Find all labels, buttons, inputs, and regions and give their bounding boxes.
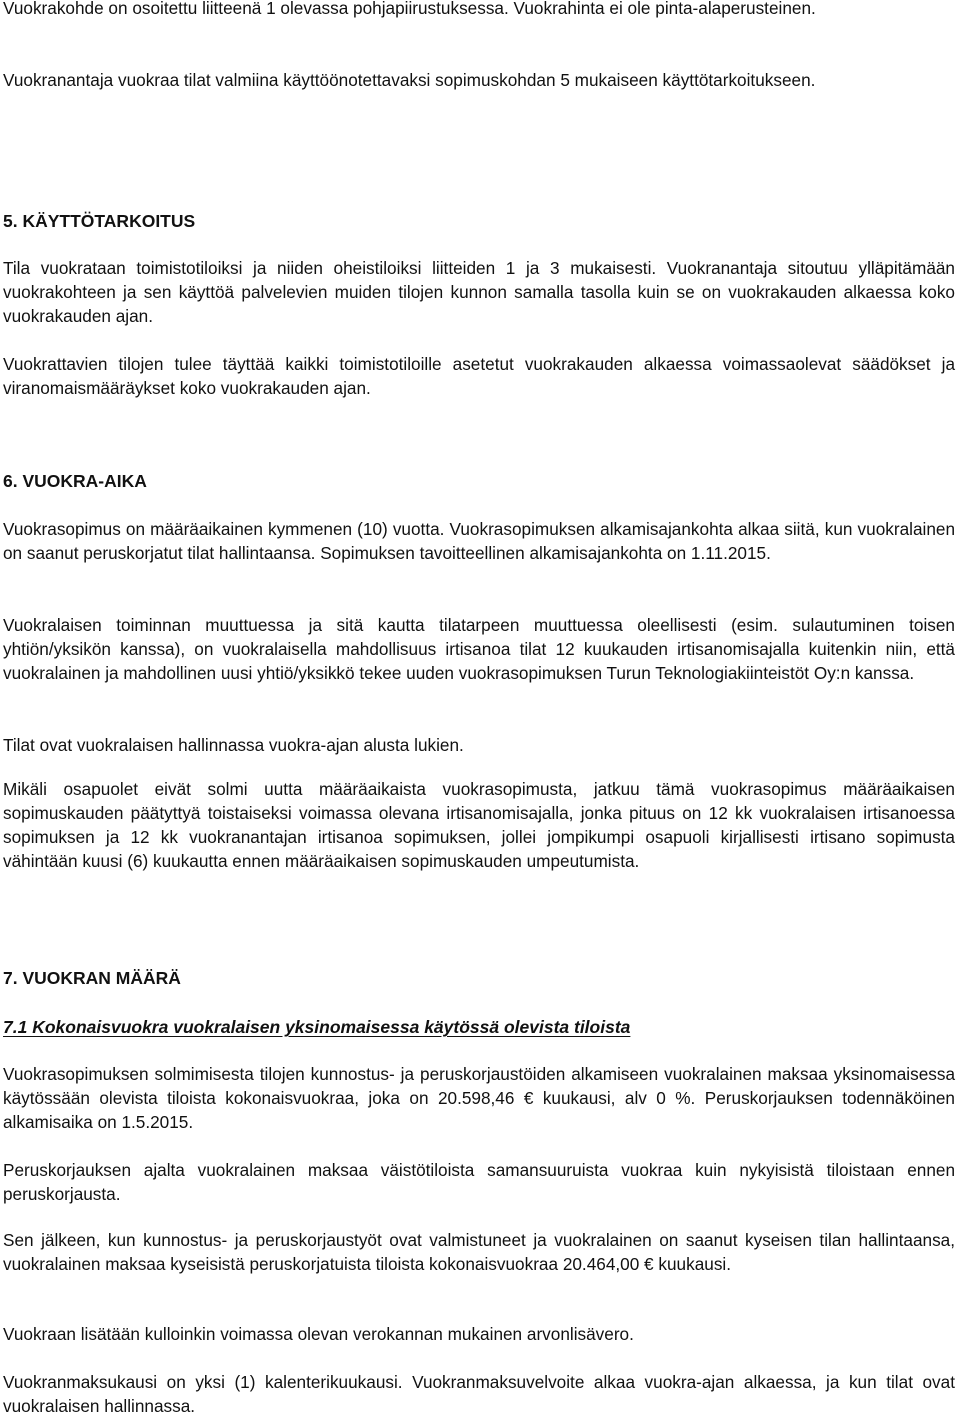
section-7-heading: 7. VUOKRAN MÄÄRÄ <box>3 968 181 988</box>
section-7-paragraph-5: Vuokranmaksukausi on yksi (1) kalenterikuukausi. Vuokranmaksuvelvoite alkaa vuokra-ajan alkaessa, ja kun tilat ovat vuokralaisen hallinnassa. <box>3 1372 955 1416</box>
section-7-1-subheading: 7.1 Kokonaisvuokra vuokralaisen yksinomaisessa käytössä olevista tiloista <box>3 1017 631 1037</box>
intro-paragraph-2: Vuokranantaja vuokraa tilat valmiina käyttöönotettavaksi sopimuskohdan 5 mukaiseen käyttötarkoitukseen. <box>3 70 816 90</box>
section-5-heading: 5. KÄYTTÖTARKOITUS <box>3 211 196 231</box>
section-6-paragraph-2: Vuokralaisen toiminnan muuttuessa ja sitä kautta tilatarpeen muuttuessa oleellisesti (esim. sulautuminen toisen yhtiön/yksikön kanssa), on vuokralaisella mahdollisuus irtisanoa tilat 12 kuukauden irtisanomisajalla kuitenkin niin, että vuokralainen ja mahdollinen uusi yhtiö/yksikkö tekee uuden vuokrasopimuksen Turun Teknologiakiinteistöt Oy:n kanssa. <box>3 615 955 683</box>
intro-paragraph-1: Vuokrakohde on osoitettu liitteenä 1 olevassa pohjapiirustuksessa. Vuokrahinta ei ole pinta-alaperusteinen. <box>3 0 816 18</box>
section-7-paragraph-1: Vuokrasopimuksen solmimisesta tilojen kunnostus- ja peruskorjaustöiden alkamiseen vuokralainen maksaa yksinomaisessa käytössään olevista tiloista kokonaisvuokraa, joka on 20.598,46 € kuukausi, alv 0 %. Peruskorjauksen todennäköinen alkamisaika on 1.5.2015. <box>3 1064 955 1132</box>
section-7-paragraph-4: Vuokraan lisätään kulloinkin voimassa olevan verokannan mukainen arvonlisävero. <box>3 1324 634 1344</box>
section-6-paragraph-1: Vuokrasopimus on määräaikainen kymmenen (10) vuotta. Vuokrasopimuksen alkamisajankohta alkaa siitä, kun vuokralainen on saanut peruskorjatut tilat hallintaansa. Sopimuksen tavoitteellinen alkamisajankohta on 1.11.2015. <box>3 519 955 563</box>
section-5-paragraph-2: Vuokrattavien tilojen tulee täyttää kaikki toimistotiloille asetetut vuokrakauden alkaessa voimassaolevat säädökset ja viranomaismääräykset koko vuokrakauden ajan. <box>3 354 955 398</box>
section-6-paragraph-4: Mikäli osapuolet eivät solmi uutta määräaikaista vuokrasopimusta, jatkuu tämä vuokrasopimus määräaikaisen sopimuskauden päätyttyä toistaiseksi voimassa olevana irtisanomisajalla, jonka pituus on 12 kk vuokralaisen irtisanoessa sopimuksen ja 12 kk vuokranantajan irtisanoa sopimuksen, jollei jompikumpi osapuoli kirjallisesti irtisano sopimusta vähintään kuusi (6) kuukautta ennen määräaikaisen sopimuskauden umpeutumista. <box>3 779 955 871</box>
section-5-paragraph-1: Tila vuokrataan toimistotiloiksi ja niiden oheistiloiksi liitteiden 1 ja 3 mukaisesti. Vuokranantaja sitoutuu ylläpitämään vuokrakohteen ja sen käyttöä palvelevien muiden tilojen kunnon samalla tasolla kuin se on vuokrakauden alkaessa koko vuokrakauden ajan. <box>3 258 955 326</box>
section-6-paragraph-3: Tilat ovat vuokralaisen hallinnassa vuokra-ajan alusta lukien. <box>3 735 464 755</box>
section-7-paragraph-2: Peruskorjauksen ajalta vuokralainen maksaa väistötiloista samansuuruista vuokraa kuin nykyisistä tiloistaan ennen peruskorjausta. <box>3 1160 955 1204</box>
section-6-heading: 6. VUOKRA-AIKA <box>3 471 147 491</box>
section-7-paragraph-3: Sen jälkeen, kun kunnostus- ja peruskorjaustyöt ovat valmistuneet ja vuokralainen on saanut kyseisen tilan hallintaansa, vuokralainen maksaa kyseisistä peruskorjatuista tiloista kokonaisvuokraa 20.464,00 € kuukausi. <box>3 1230 955 1274</box>
